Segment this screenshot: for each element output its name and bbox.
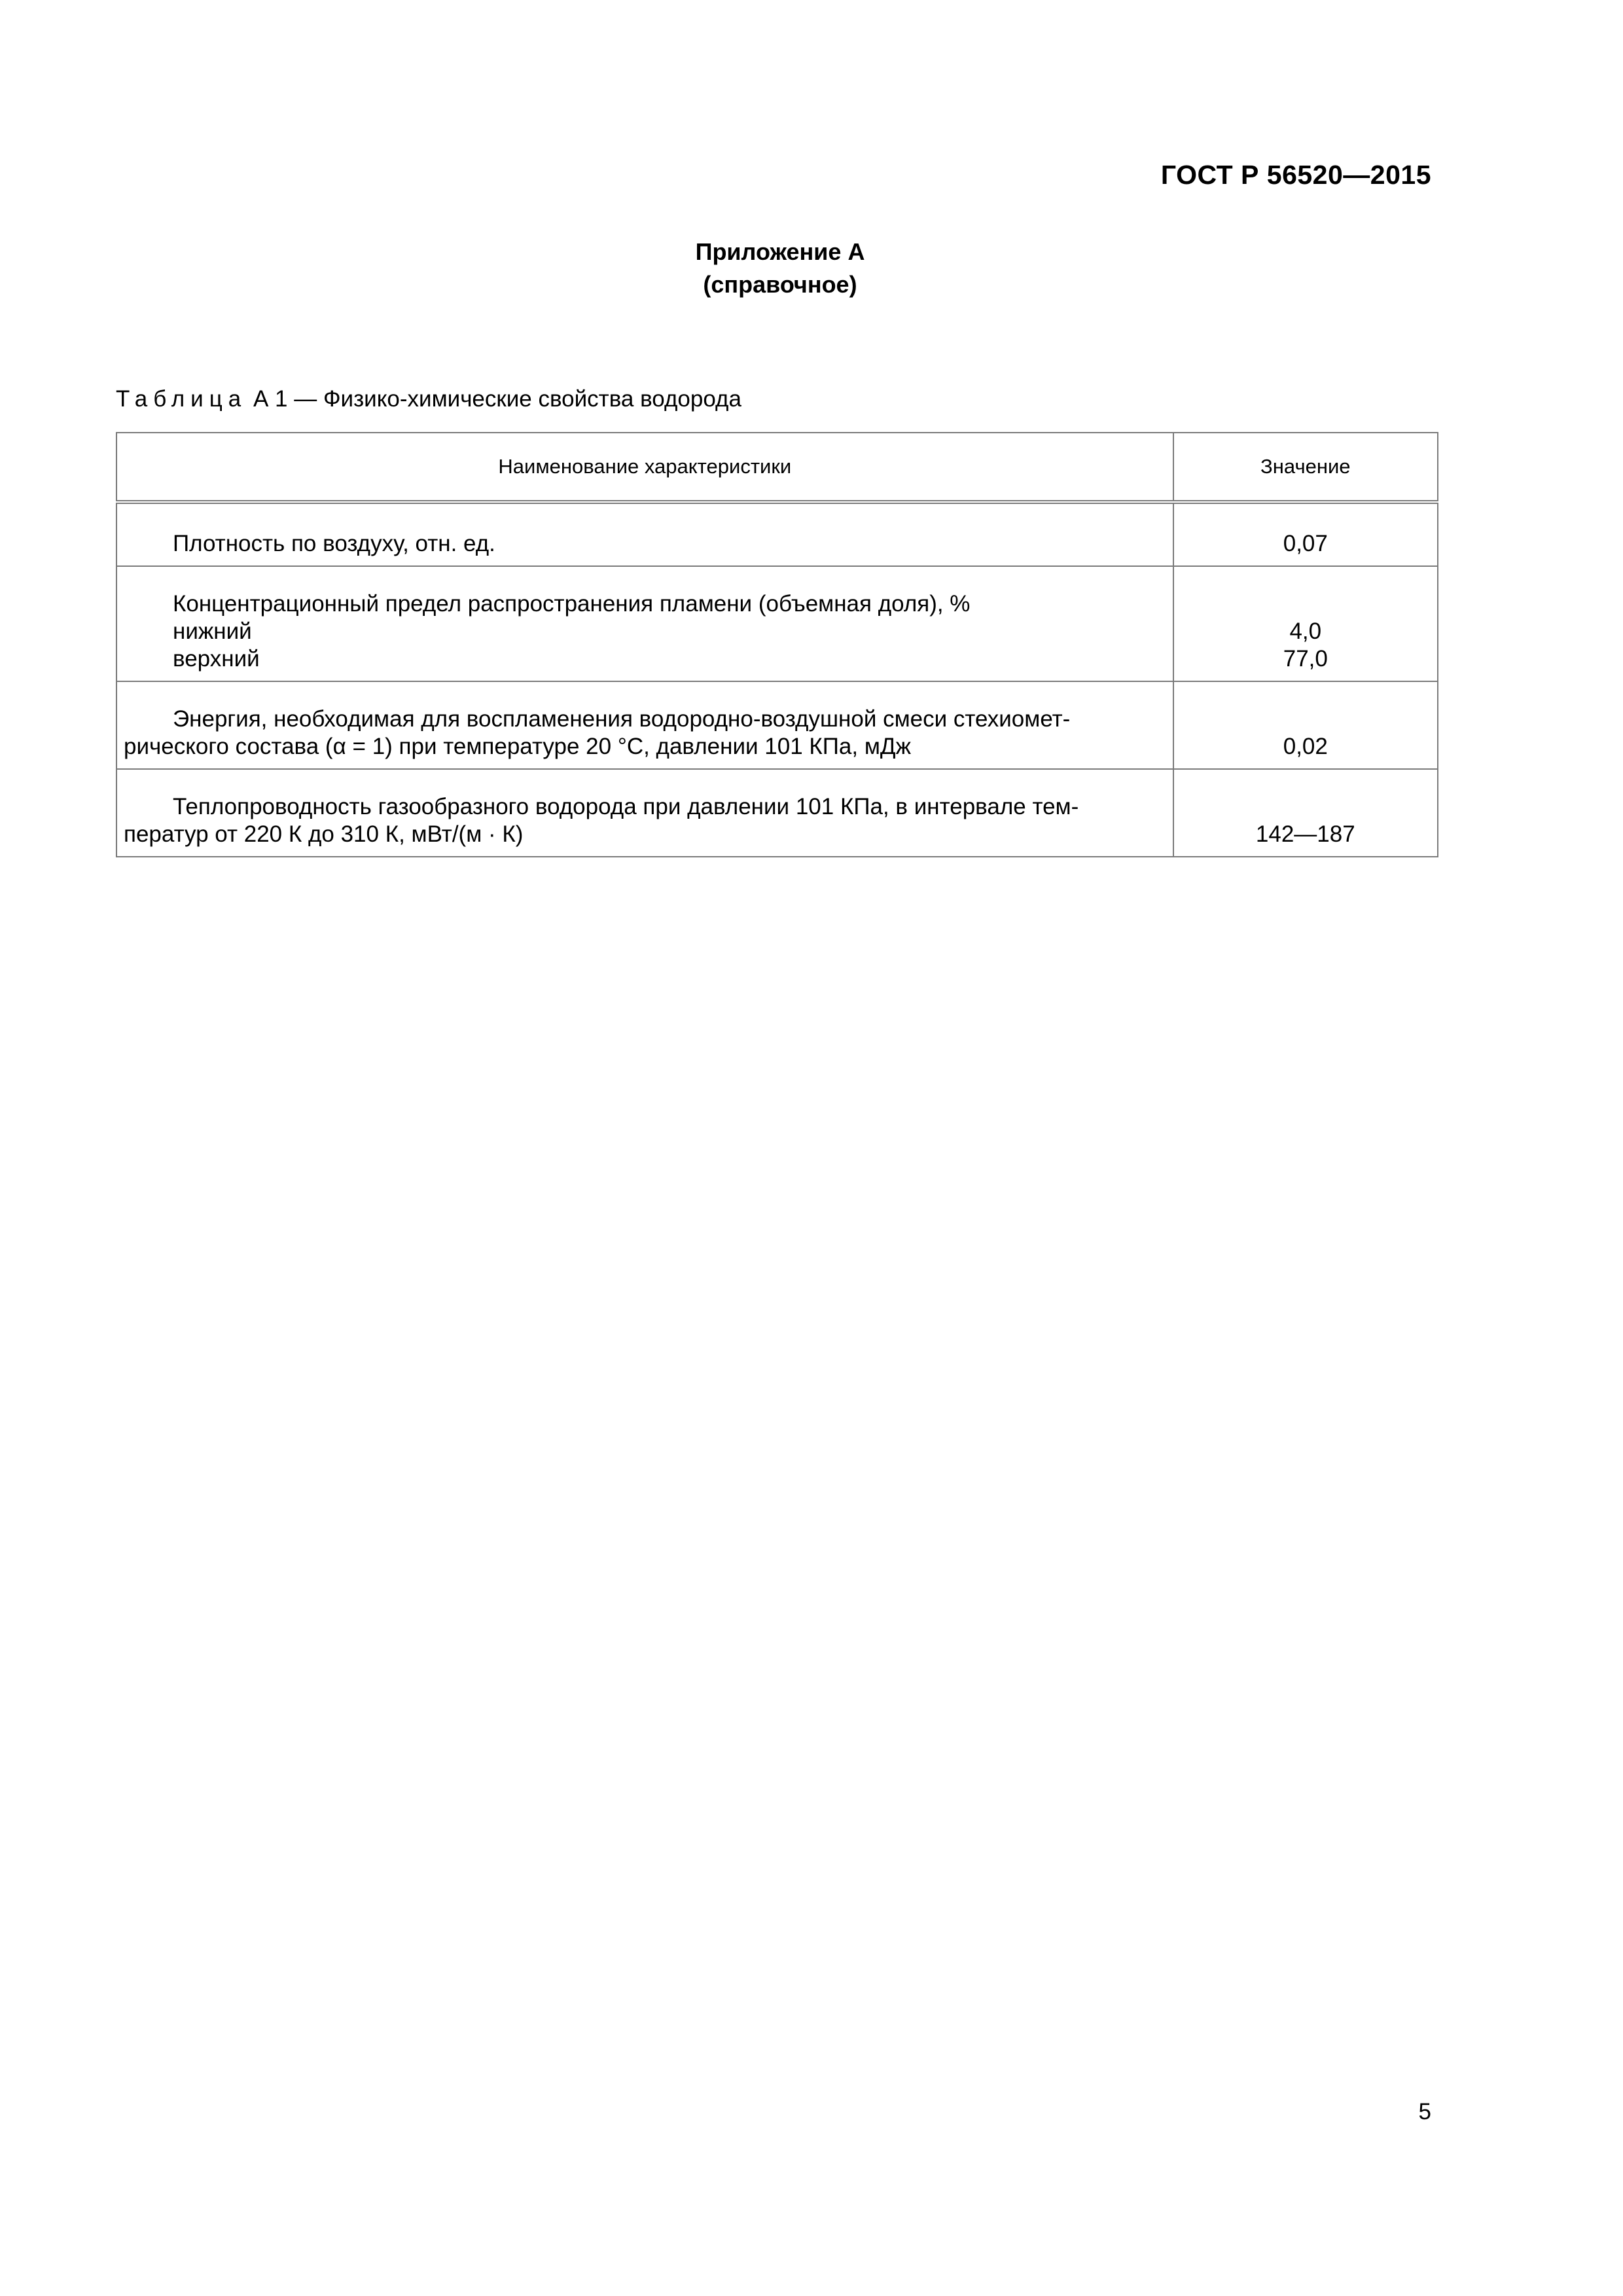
- header-value: Значение: [1173, 433, 1438, 502]
- row-name-cell: [116, 566, 1173, 681]
- table-row: [116, 502, 1438, 566]
- row-name-cell: [116, 681, 1173, 769]
- document-id: ГОСТ Р 56520—2015: [1160, 160, 1431, 190]
- row-value: 0,02: [1173, 681, 1438, 769]
- table-row: [116, 566, 1438, 681]
- appendix-heading: [0, 236, 1560, 301]
- table-caption: [116, 386, 741, 412]
- row-name-line-2: ператур от 220 К до 310 К, мВт/(м · К): [124, 821, 524, 847]
- row-name-line-1: Теплопроводность газообразного водорода при давлении 101 КПа, в интервале тем-: [173, 794, 1079, 819]
- table-caption-text: Физико-химические свойства водорода: [323, 386, 741, 412]
- properties-table: [116, 432, 1438, 857]
- table-caption-number: А 1 —: [247, 386, 323, 412]
- row-name-line-1: Энергия, необходимая для воспламенения водородно-воздушной смеси стехиомет-: [173, 706, 1071, 732]
- row-value-lower: 4,0: [1289, 619, 1322, 644]
- row-name-cell: [116, 502, 1173, 566]
- row-value: 142—187: [1173, 769, 1438, 857]
- appendix-title: Приложение А: [695, 238, 865, 265]
- table-row: [116, 681, 1438, 769]
- table-caption-prefix: Таблица: [116, 386, 247, 412]
- appendix-subtitle: (справочное): [703, 271, 857, 298]
- header-name: Наименование характеристики: [116, 433, 1173, 502]
- row-value: 0,07: [1173, 502, 1438, 566]
- row-value-upper: 77,0: [1283, 646, 1328, 672]
- row-sub-label-lower: нижний: [173, 619, 252, 644]
- row-sub-label-upper: верхний: [173, 646, 260, 672]
- table-row: [116, 769, 1438, 857]
- row-name: Плотность по воздуху, отн. ед.: [173, 531, 495, 556]
- page-number: 5: [1418, 2099, 1431, 2125]
- row-name-cell: [116, 769, 1173, 857]
- row-name-line-2: рического состава (α = 1) при температуре 20 °С, давлении 101 КПа, мДж: [124, 734, 912, 759]
- row-value-cell: [1173, 566, 1438, 681]
- table-header-row: [116, 433, 1438, 502]
- row-name: Концентрационный предел распространения пламени (объемная доля), %: [173, 591, 971, 617]
